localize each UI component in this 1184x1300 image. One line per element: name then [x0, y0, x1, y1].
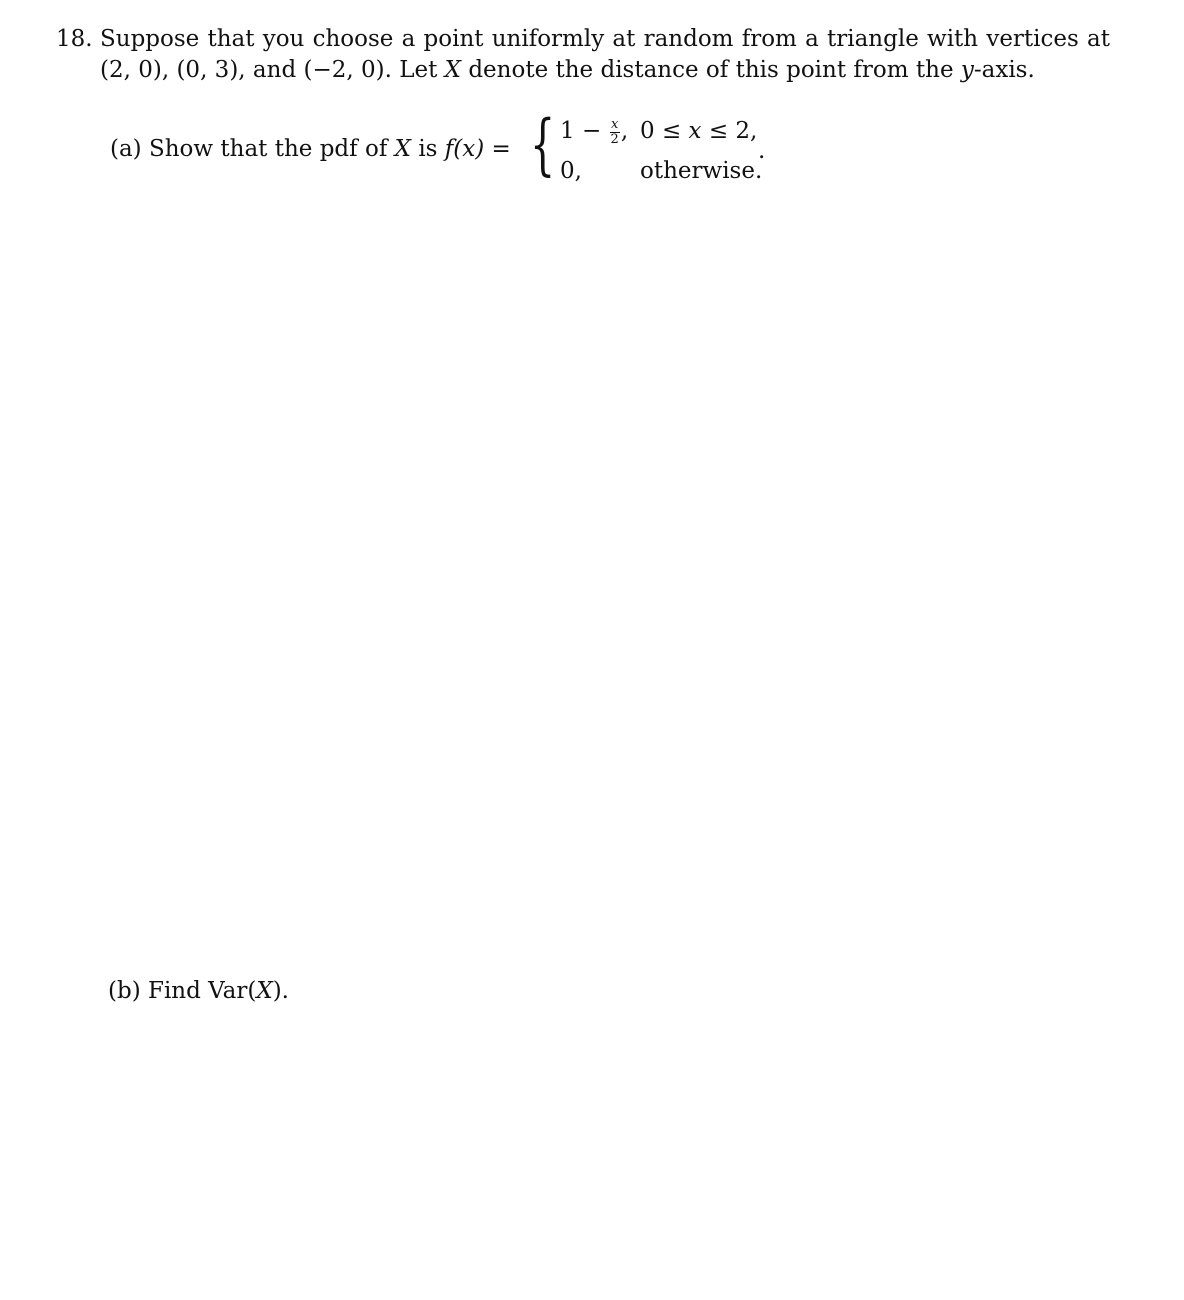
problem-text: (2, 0), (0, 3), and (−2, 0). Let	[100, 57, 445, 83]
fraction-x-over-2	[610, 118, 620, 146]
pdf-function: f(x)	[444, 136, 485, 162]
problem-statement-line-1: Suppose that you choose a point uniformly at random from a triangle with vertices at	[100, 26, 1110, 52]
part-a-label: (a)	[110, 136, 142, 162]
case-1-lead: 1 −	[560, 118, 602, 145]
condition-text: ≤ 2,	[701, 118, 758, 144]
problem-text: denote the distance of this point from the	[461, 57, 961, 83]
part-a-statement	[110, 136, 511, 162]
piecewise-case-1-expression	[560, 118, 628, 146]
piecewise-case-2-condition: otherwise.	[640, 158, 763, 184]
part-b-label: (b)	[108, 978, 141, 1004]
variable-x: X	[444, 57, 462, 83]
variable-x: X	[256, 978, 273, 1004]
variable-y: y	[960, 57, 974, 83]
part-a-text: Show that the pdf of	[141, 136, 395, 162]
variable-x: x	[688, 118, 702, 144]
problem-number: 18.	[56, 26, 93, 52]
variable-x: X	[394, 136, 412, 162]
part-a-text: is	[411, 136, 445, 162]
case-1-comma: ,	[620, 118, 629, 145]
trailing-period: .	[758, 138, 766, 164]
piecewise-case-2-expression: 0,	[560, 158, 582, 184]
piecewise-case-1-condition	[640, 118, 757, 144]
piecewise-brace: {	[530, 106, 556, 183]
fraction-denominator: 2	[610, 131, 619, 147]
part-b-text: ).	[272, 978, 289, 1004]
problem-text: -axis.	[973, 57, 1035, 83]
part-b-text: Find Var(	[140, 978, 257, 1004]
part-b-statement	[108, 978, 289, 1004]
problem-statement-line-2	[100, 57, 1035, 83]
equals-sign: =	[484, 136, 511, 162]
condition-text: 0 ≤	[640, 118, 689, 144]
fraction-numerator: x	[611, 117, 619, 132]
